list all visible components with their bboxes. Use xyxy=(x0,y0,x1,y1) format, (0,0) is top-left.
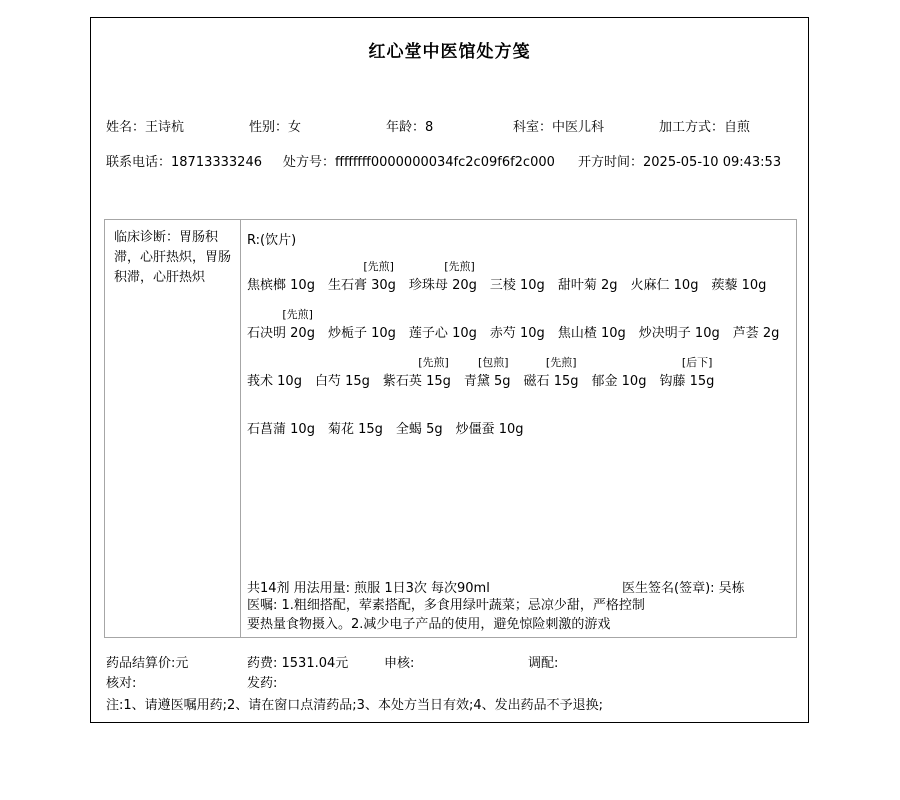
herb-line xyxy=(659,373,714,393)
decoction-method-note xyxy=(409,307,477,325)
herb-item xyxy=(328,403,383,441)
herb-name: 莲子心 xyxy=(408,326,448,341)
patient-gender-field xyxy=(249,116,301,135)
department-field xyxy=(513,116,604,135)
diagnosis-label: 临床诊断： xyxy=(114,230,180,245)
doctor-signature xyxy=(622,577,745,596)
doctor-signature-label: 医生签名(签章): xyxy=(622,581,715,596)
herb-name: 三棱 xyxy=(489,278,516,293)
herb-dose: 30g xyxy=(371,278,396,293)
check-field: 核对: xyxy=(106,676,137,691)
herb-dose: 10g xyxy=(290,278,315,293)
herb-item xyxy=(631,259,699,297)
field-label: 性别： xyxy=(249,120,289,135)
decoction-method-note xyxy=(711,259,766,277)
herb-line xyxy=(247,325,315,345)
herb-item xyxy=(524,355,579,393)
field-label: 处方号： xyxy=(283,155,336,170)
herb-name: 珍珠母 xyxy=(408,278,448,293)
field-value: 自煎 xyxy=(724,120,751,135)
herb-name: 郁金 xyxy=(591,374,618,389)
herb-name: 石决明 xyxy=(247,326,287,341)
herb-dose: 10g xyxy=(621,374,647,389)
herb-dose: 10g xyxy=(290,422,315,437)
prescription-time-field xyxy=(578,151,781,170)
herb-dose: 2g xyxy=(762,326,780,341)
herb-item xyxy=(315,355,370,393)
dispense-field: 调配: xyxy=(528,656,559,671)
herb-item xyxy=(639,307,720,345)
herb-item xyxy=(558,259,618,297)
field-value: 1531.04元 xyxy=(281,656,349,671)
herb-line xyxy=(639,325,720,345)
herb-dose: 10g xyxy=(600,326,626,341)
herb-item xyxy=(247,355,302,393)
footer-note: 注:1、请遵医嘱用药;2、请在窗口点清药品;3、本处方当日有效;4、发出药品不予退换; xyxy=(106,698,603,713)
herb-name: 蒺藜 xyxy=(711,278,738,293)
decoction-method-note: [先煎] xyxy=(418,356,449,369)
herb-name: 火麻仁 xyxy=(630,278,670,293)
field-value: 2025-05-10 09:43:53 xyxy=(643,155,782,170)
herb-row xyxy=(247,307,790,355)
herb-item xyxy=(247,403,315,441)
herb-name: 磁石 xyxy=(523,374,550,389)
herb-name: 炒栀子 xyxy=(327,326,367,341)
herb-item xyxy=(490,259,545,297)
herb-item xyxy=(409,307,477,345)
review-field: 申核: xyxy=(384,656,415,671)
herb-item xyxy=(328,259,396,297)
field-value: 女 xyxy=(288,120,302,135)
doctor-name: 吴栋 xyxy=(718,581,745,596)
decoction-method-note xyxy=(328,403,383,421)
decoction-method-note xyxy=(396,403,443,421)
decoction-method-note xyxy=(639,307,720,325)
herb-line xyxy=(524,373,579,393)
herb-item xyxy=(558,307,626,345)
herb-dose: 5g xyxy=(494,374,511,389)
decoction-method-note: [先煎] xyxy=(363,260,394,273)
herb-item xyxy=(592,355,647,393)
decoction-method-note xyxy=(631,259,699,277)
rx-cell xyxy=(241,219,797,638)
decoction-method-note: [先煎] xyxy=(545,356,577,369)
herb-line xyxy=(396,421,443,441)
patient-age-field xyxy=(386,116,433,135)
herb-dose: 15g xyxy=(358,422,383,437)
decoction-method-note: [先煎] xyxy=(282,308,313,321)
herb-name: 甜叶菊 xyxy=(557,278,597,293)
prescription-sheet xyxy=(90,17,809,723)
herb-line xyxy=(247,373,302,393)
herb-name: 焦槟榔 xyxy=(247,278,287,293)
herb-name: 菊花 xyxy=(327,422,354,437)
herb-dose: 10g xyxy=(371,326,396,341)
field-label: 药品结算价: xyxy=(106,656,176,671)
prescription-number-field xyxy=(283,151,555,170)
herb-line xyxy=(631,277,699,297)
decoction-method-note xyxy=(328,307,396,325)
decoction-method-note xyxy=(592,355,647,373)
herb-name: 炒僵蚕 xyxy=(455,422,495,437)
page-title: 红心堂中医馆处方笺 xyxy=(368,42,531,62)
decoction-method-note xyxy=(733,307,780,325)
herb-line xyxy=(490,325,545,345)
herb-dose: 10g xyxy=(741,278,767,293)
decoction-method-note xyxy=(247,355,302,373)
diagnosis-cell xyxy=(104,219,241,638)
medical-advice: 医嘱: 1.粗细搭配，荤素搭配，多食用绿叶蔬菜；忌凉少甜，严格控制要热量食物摄入。2.减少电子产品的使用，避免惊险刺激的游戏 xyxy=(247,598,645,632)
herb-row xyxy=(247,403,790,451)
herb-name: 青黛 xyxy=(463,374,490,389)
herb-line xyxy=(247,421,315,441)
field-label: 姓名： xyxy=(106,120,146,135)
herb-dose: 10g xyxy=(520,326,545,341)
patient-name-field xyxy=(106,116,184,135)
herb-line xyxy=(383,373,451,393)
field-label: 联系电话： xyxy=(106,155,172,170)
herb-line xyxy=(558,325,626,345)
herb-name: 芦荟 xyxy=(732,326,759,341)
herb-line xyxy=(464,373,511,393)
herb-name: 赤芍 xyxy=(489,326,516,341)
decoction-method-note: [先煎] xyxy=(444,260,475,273)
herb-dose: 20g xyxy=(290,326,315,341)
herb-item xyxy=(396,403,443,441)
herb-name: 紫石英 xyxy=(382,374,422,389)
herb-dose: 10g xyxy=(694,326,720,341)
herb-row xyxy=(247,355,790,403)
herb-dose: 2g xyxy=(600,278,618,293)
herb-line xyxy=(328,421,383,441)
decoction-method-note xyxy=(315,355,370,373)
herb-item xyxy=(383,355,451,393)
phone-field xyxy=(106,151,262,170)
decoction-method-note xyxy=(247,403,315,421)
herb-line xyxy=(456,421,524,441)
herb-line xyxy=(711,277,766,297)
herb-dose: 10g xyxy=(498,422,524,437)
herb-item xyxy=(247,259,315,297)
dosage-summary: 共14剂 用法用量: 煎服 1日3次 每次90ml xyxy=(247,581,490,596)
field-label: 加工方式： xyxy=(659,120,725,135)
herb-line xyxy=(592,373,647,393)
herb-name: 莪术 xyxy=(247,374,274,389)
decoction-method-note: [后下] xyxy=(681,356,713,369)
fee-field xyxy=(247,652,348,671)
field-label: 药费: xyxy=(247,656,282,671)
herb-dose: 10g xyxy=(673,278,699,293)
decoction-method-note: [包煎] xyxy=(477,356,509,369)
field-value: 8 xyxy=(425,120,434,135)
herb-dose: 10g xyxy=(520,278,545,293)
field-label: 年龄： xyxy=(386,120,426,135)
herb-item xyxy=(464,355,511,393)
herb-item xyxy=(490,307,545,345)
decoction-method-note xyxy=(558,259,618,277)
field-value: 王诗杭 xyxy=(145,120,185,135)
herb-line xyxy=(558,277,618,297)
herb-line xyxy=(328,325,396,345)
herb-line xyxy=(328,277,396,297)
herb-name: 炒决明子 xyxy=(638,326,691,341)
herb-dose: 15g xyxy=(689,374,715,389)
herb-item xyxy=(659,355,714,393)
rx-label: R:(饮片) xyxy=(247,233,297,248)
field-label: 科室： xyxy=(513,120,553,135)
decoction-method-note xyxy=(558,307,626,325)
field-value: ffffffff0000000034fc2c09f6f2c000 xyxy=(335,155,555,170)
field-value: 中医儿科 xyxy=(552,120,605,135)
settlement-price-field xyxy=(106,652,188,671)
herb-name: 白芍 xyxy=(314,374,341,389)
herb-line xyxy=(315,373,370,393)
herb-dose: 20g xyxy=(452,278,477,293)
decoction-method-note xyxy=(247,259,315,277)
herb-item xyxy=(711,259,766,297)
herb-item xyxy=(733,307,780,345)
herb-name: 钩藤 xyxy=(659,374,686,389)
herb-name: 焦山楂 xyxy=(557,326,597,341)
herb-line xyxy=(733,325,780,345)
herb-rows xyxy=(247,259,790,451)
prescription-table xyxy=(104,219,797,638)
processing-method-field xyxy=(659,116,750,135)
herb-name: 全蝎 xyxy=(395,422,422,437)
herb-item xyxy=(328,307,396,345)
herb-item xyxy=(409,259,477,297)
herb-dose: 10g xyxy=(277,374,302,389)
field-value: 18713333246 xyxy=(171,155,262,170)
issue-field: 发药: xyxy=(247,676,278,691)
herb-dose: 15g xyxy=(345,374,370,389)
herb-line xyxy=(247,277,315,297)
decoction-method-note xyxy=(490,307,545,325)
herb-name: 石菖蒲 xyxy=(247,422,287,437)
decoction-method-note xyxy=(490,259,545,277)
field-label: 开方时间： xyxy=(578,155,644,170)
field-value: 元 xyxy=(175,656,189,671)
herb-dose: 15g xyxy=(426,374,451,389)
herb-item xyxy=(456,403,524,441)
herb-line xyxy=(409,277,477,297)
herb-dose: 10g xyxy=(452,326,477,341)
herb-name: 生石膏 xyxy=(327,278,367,293)
decoction-method-note xyxy=(456,403,524,421)
herb-line xyxy=(490,277,545,297)
herb-line xyxy=(409,325,477,345)
herb-dose: 5g xyxy=(426,422,443,437)
herb-item xyxy=(247,307,315,345)
herb-row xyxy=(247,259,790,307)
herb-dose: 15g xyxy=(553,374,579,389)
diagnosis-text: 胃肠积滞，心肝热炽，胃肠积滞，心肝热炽 xyxy=(114,230,232,285)
